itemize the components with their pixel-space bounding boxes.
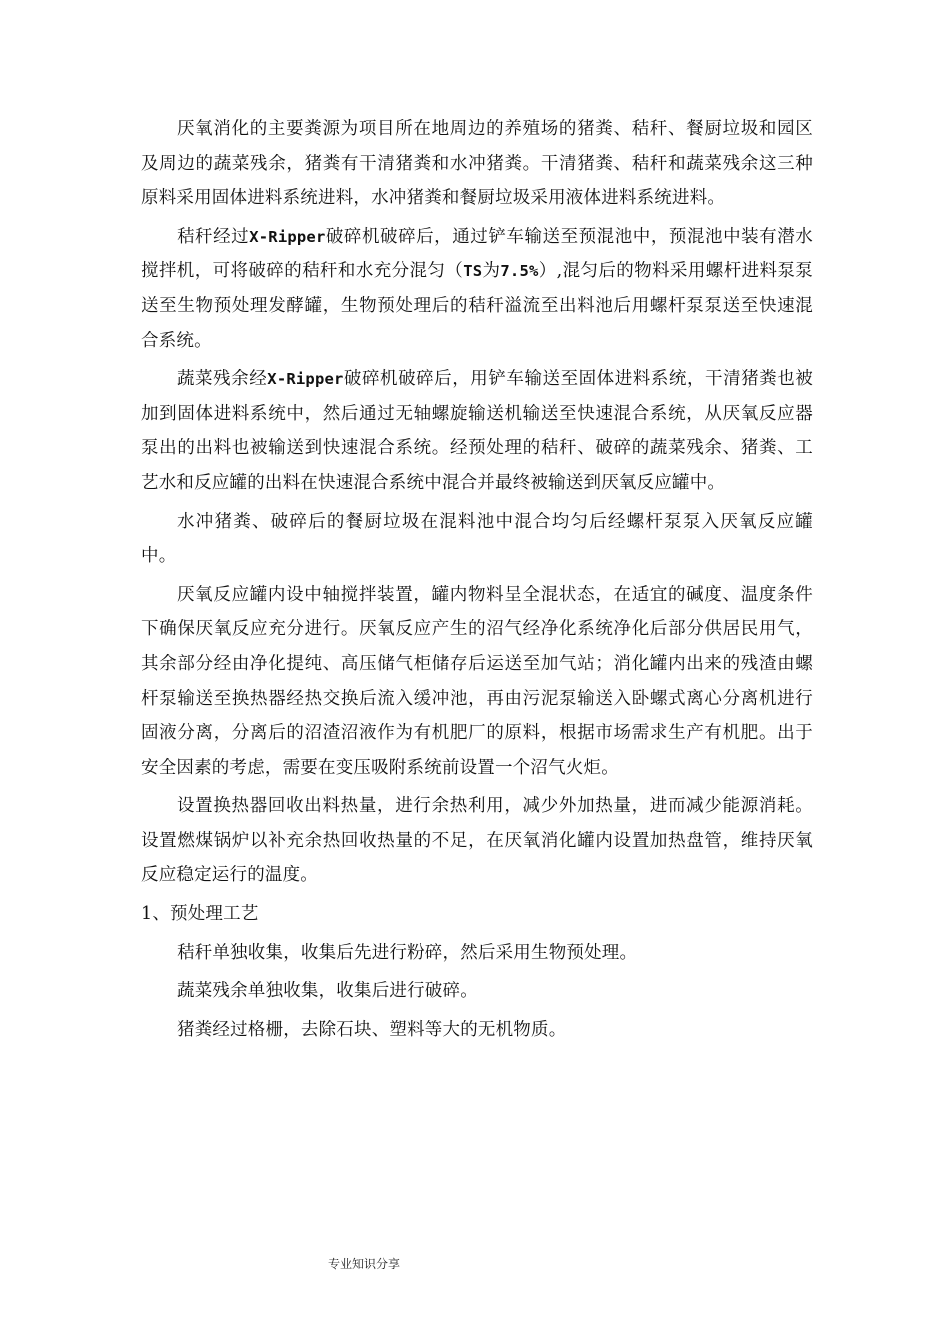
straw-text-middle2: 为: [482, 261, 501, 282]
page-footer: 专业知识分享: [328, 1257, 401, 1271]
paragraph-straw-processing: [141, 220, 813, 358]
section-heading-pretreatment: 1、预处理工艺: [141, 904, 259, 925]
straw-text-before: 秸秆经过: [177, 226, 250, 247]
vegetable-text-after: 破碎机破碎后，用铲车输送至固体进料系统，干清猪粪也被加到固体进料系统中，然后通过无轴螺旋输送机输送至快速混合系统，从厌氧反应器泵出的出料也被输送到快速混合系统。经预处理的秸秆、破碎的蔬菜残余、猪粪、工艺水和反应罐的出料在快速混合系统中混合并最终被输送到厌氧反应罐中。: [141, 369, 813, 493]
paragraph-feedstock-sources: 厌氧消化的主要粪源为项目所在地周边的养殖场的猪粪、秸秆、餐厨垃圾和园区及周边的蔬菜残余，猪粪有干清猪粪和水冲猪粪。干清猪粪、秸秆和蔬菜残余这三种原料采用固体进料系统进料，水冲猪粪和餐厨垃圾采用液体进料系统进料。: [141, 119, 813, 209]
document-body: [141, 112, 813, 1051]
vegetable-equipment-name: X-Ripper: [267, 370, 344, 389]
straw-text-middle: 破碎机破碎后，通过铲车输送至预混池中，预混池中装有潜水搅拌机，可将破碎的秸秆和水充分混匀（: [141, 226, 813, 282]
straw-ts-value: 7.5%: [500, 262, 539, 281]
paragraph-heat-recovery: 设置换热器回收出料热量，进行余热利用，减少外加热量，进而减少能源消耗。设置燃煤锅炉以补充余热回收热量的不足，在厌氧消化罐内设置加热盘管，维持厌氧反应稳定运行的温度。: [141, 796, 813, 886]
list-item: 蔬菜残余单独收集，收集后进行破碎。: [177, 981, 478, 1002]
paragraph-anaerobic-reactor: 厌氧反应罐内设中轴搅拌装置，罐内物料呈全混状态，在适宜的碱度、温度条件下确保厌氧反应充分进行。厌氧反应产生的沼气经净化系统净化后部分供居民用气，其余部分经由净化提纯、高压储气柜储存后运送至加气站；消化罐内出来的残渣由螺杆泵输送至换热器经热交换后流入缓冲池，再由污泥泵输送入卧螺式离心分离机进行固液分离，分离后的沼渣沼液作为有机肥厂的原料，根据市场需求生产有机肥。出于安全因素的考虑，需要在变压吸附系统前设置一个沼气火炬。: [141, 584, 813, 778]
straw-equipment-name: X-Ripper: [249, 227, 326, 246]
list-item: 猪粪经过格栅，去除石块、塑料等大的无机物质。: [177, 1019, 567, 1040]
vegetable-text-before: 蔬菜残余经: [177, 369, 268, 390]
paragraph-vegetable-processing: [141, 362, 813, 500]
straw-text-after: ）,混匀后的物料采用螺杆进料泵泵送至生物预处理发酵罐，生物预处理后的秸秆溢流至出料池后用螺杆泵泵送至快速混合系统。: [141, 261, 813, 351]
paragraph-flushed-manure: 水冲猪粪、破碎后的餐厨垃圾在混料池中混合均匀后经螺杆泵泵入厌氧反应罐中。: [141, 511, 813, 567]
list-item: 秸秆单独收集，收集后先进行粉碎，然后采用生物预处理。: [177, 942, 638, 963]
straw-ts-label: TS: [463, 262, 483, 281]
